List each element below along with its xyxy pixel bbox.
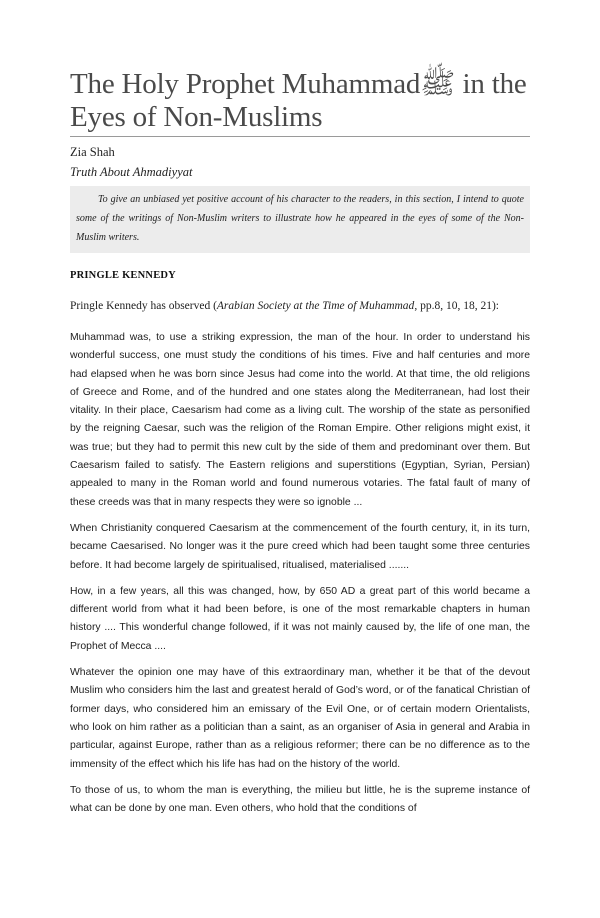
attribution-line xyxy=(70,296,530,316)
source-name: Truth About Ahmadiyyat xyxy=(70,165,193,179)
attribution-prefix: Pringle Kennedy has observed ( xyxy=(70,300,217,312)
quote-paragraph: When Christianity conquered Caesarism at the commencement of the fourth century, it, in its turn, became Caesarised. No longer was it the pure creed which had been taught some three centuries before. It had become largely de spiritualised, ritualised, materialised ....... xyxy=(70,522,530,571)
quote-paragraph: To those of us, to whom the man is everything, the milieu but little, he is the supreme instance of what can be done by one man. Even others, who hold that the conditions of xyxy=(70,784,530,815)
author-name: Zia Shah xyxy=(70,145,115,159)
attribution-suffix: , pp.8, 10, 18, 21): xyxy=(414,300,499,312)
section-heading: PRINGLE KENNEDY xyxy=(70,270,176,281)
book-title: Arabian Society at the Time of Muhammad xyxy=(216,300,415,312)
quote-paragraph: Whatever the opinion one may have of this extraordinary man, whether it be that of the devout Muslim who considers him the last and greatest herald of God’s word, or of the fanatical Christian of former days, who considered him an emissary of the Evil One, or of certain modern Orientalists, who look on him rather as a politician than a saint, as an organiser of Asia in general and Arabia in particular, against Europe, rather than as a religious reformer; there can be no difference as to the immensity of the effect which his life has had on the history of the world. xyxy=(70,667,530,770)
quote-paragraph: Muhammad was, to use a striking expression, the man of the hour. In order to understand his wonderful success, one must study the conditions of his times. Five and half centuries and more had elapsed when he was born since Jesus had come into the world. At that time, the old religions of Greece and Rome, and of the hundred and one states along the Mediterranean, had lost their vitality. In their place, Caesarism had come as a living cult. The worship of the state as personified by the reigning Caesar, such was the religion of the Roman Empire. Other religions might exist, it was true; but they had to permit this new cult by the side of them and predominant over them. But Caesarism failed to satisfy. The Eastern religions and superstitions (Egyptian, Syrian, Persian) appealed to many in the Roman world and found numerous votaries. The fatal fault of many of these creeds was that in many respects they were so ignoble ... xyxy=(70,332,530,508)
intro-box: To give an unbiased yet positive account of his character to the readers, in this section, I intend to quote some of the writings of Non-Muslim writers to illustrate how he appeared in the eyes of some of the Non-Muslim writers. xyxy=(70,186,530,253)
page-title: The Holy Prophet Muhammadﷺ in the Eyes of Non-Muslims xyxy=(70,68,530,137)
quote-paragraph: How, in a few years, all this was changed, how, by 650 AD a great part of this world became a different world from what it had been before, is one of the most remarkable chapters in human history .... This wonderful change followed, if it was not mainly caused by, the life of one man, the Prophet of Mecca .... xyxy=(70,585,530,652)
document-page xyxy=(70,68,530,818)
